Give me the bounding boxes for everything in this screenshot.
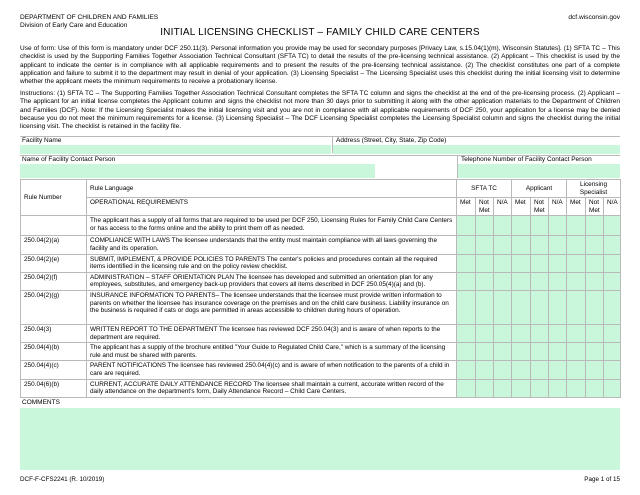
checkbox-cell[interactable] [494,216,512,236]
not-met-header: Not Met [586,198,604,216]
checkbox-cell[interactable] [586,324,604,342]
checkbox-cell[interactable] [494,236,512,254]
checkbox-cell[interactable] [586,361,604,379]
website-label: dcf.wisconsin.gov [568,14,620,21]
rule-language-cell: WRITTEN REPORT TO THE DEPARTMENT The licensee has reviewed DCF 250.04(3) and is aware of when reports to the department are required. [87,324,457,342]
met-header: Met [512,198,531,216]
checkbox-cell[interactable] [586,290,604,324]
rule-number-cell: 250.04(4)(b) [21,343,87,361]
checkbox-cell[interactable] [531,216,549,236]
checkbox-cell[interactable] [494,290,512,324]
checkbox-cell[interactable] [512,379,531,397]
checkbox-cell[interactable] [476,379,494,397]
checkbox-cell[interactable] [476,272,494,290]
checkbox-cell[interactable] [567,236,586,254]
rule-language-cell: PARENT NOTIFICATIONS The licensee has reviewed 250.04(4)(c) and is aware of when notification to the parents of a child in care are required. [87,361,457,379]
rule-number-cell: 250.04(4)(c) [21,361,87,379]
licensing-specialist-header: Licensing Specialist [567,180,621,198]
na-header: N/A [494,198,512,216]
checkbox-cell[interactable] [567,324,586,342]
address-label: Address (Street, City, State, Zip Code) [336,137,447,144]
table-header-row [21,180,621,198]
na-header: N/A [604,198,621,216]
table-row [21,254,621,272]
not-met-header: Not Met [476,198,494,216]
checkbox-cell[interactable] [494,343,512,361]
checkbox-cell[interactable] [457,361,476,379]
checkbox-cell[interactable] [531,254,549,272]
checkbox-cell[interactable] [604,216,621,236]
checkbox-cell[interactable] [476,343,494,361]
checkbox-cell[interactable] [549,324,567,342]
rule-number-cell: 250.04(2)(e) [21,254,87,272]
table-row [21,379,621,397]
checkbox-cell[interactable] [476,361,494,379]
facility-name-label: Facility Name [22,137,62,144]
met-header: Met [567,198,586,216]
checkbox-cell[interactable] [549,290,567,324]
checkbox-cell[interactable] [549,216,567,236]
checkbox-cell[interactable] [531,343,549,361]
checkbox-cell[interactable] [604,343,621,361]
form-id: DCF-F-CFS2241 (R. 10/2019) [20,476,105,483]
rule-number-cell: 250.04(2)(a) [21,236,87,254]
rule-number-cell: 250.04(6)(b) [21,379,87,397]
rule-language-cell: COMPLIANCE WITH LAWS The licensee understands that the entity must maintain compliance with all laws governing the facility and its operation. [87,236,457,254]
checkbox-cell[interactable] [567,379,586,397]
rule-language-cell: ADMINISTRATION – STAFF ORIENTATION PLAN The licensee has developed and submitted an orientation plan for any employees, substitutes, and emergency back-up providers that covers all items described in DCF 250.05(4)(a) and (b). [87,272,457,290]
contact-name-input[interactable] [20,164,375,178]
rule-number-cell: 250.04(3) [21,324,87,342]
checkbox-cell[interactable] [549,272,567,290]
rule-language-cell: The applicant has a supply of all forms that are required to be used per DCF 250, Licensing Rules for Family Child Care Centers or has access to the forms online and the ability to print them off as needed. [87,216,457,236]
checkbox-cell[interactable] [531,236,549,254]
checkbox-cell[interactable] [457,272,476,290]
comments-textarea[interactable] [20,408,620,470]
checkbox-cell[interactable] [476,254,494,272]
checkbox-cell[interactable] [476,236,494,254]
rule-language-header: Rule Language [87,180,457,198]
form-title: INITIAL LICENSING CHECKLIST – FAMILY CHILD CARE CENTERS [160,27,480,38]
checkbox-cell[interactable] [512,236,531,254]
rule-language-cell: OPERATIONAL REQUIREMENTS [87,198,457,216]
checkbox-cell[interactable] [531,272,549,290]
applicant-header: Applicant [512,180,567,198]
checkbox-cell[interactable] [512,361,531,379]
checkbox-cell[interactable] [457,216,476,236]
rule-number-cell: 250.04(2)(f) [21,272,87,290]
department-name: DEPARTMENT OF CHILDREN AND FAMILIES [20,14,159,21]
checkbox-cell[interactable] [494,324,512,342]
checkbox-cell[interactable] [604,236,621,254]
checkbox-cell[interactable] [512,290,531,324]
facility-name-input[interactable] [20,145,331,154]
checkbox-cell[interactable] [494,379,512,397]
checkbox-cell[interactable] [586,236,604,254]
address-input[interactable] [333,145,620,154]
checkbox-cell[interactable] [586,272,604,290]
checkbox-cell[interactable] [457,343,476,361]
table-row [21,361,621,379]
rule-number-cell [21,216,87,236]
checkbox-cell[interactable] [457,236,476,254]
checkbox-cell[interactable] [586,343,604,361]
checkbox-cell[interactable] [586,254,604,272]
table-row [21,272,621,290]
checkbox-cell[interactable] [531,379,549,397]
checkbox-cell[interactable] [476,216,494,236]
checkbox-cell[interactable] [549,379,567,397]
rule-number-header: Rule Number [21,180,87,216]
checkbox-cell[interactable] [567,343,586,361]
checkbox-cell[interactable] [512,272,531,290]
checkbox-cell[interactable] [531,290,549,324]
checkbox-cell[interactable] [604,324,621,342]
division-name: Division of Early Care and Education [20,22,128,29]
contact-phone-label: Telephone Number of Facility Contact Person [461,156,592,163]
checkbox-cell[interactable] [531,324,549,342]
checkbox-cell[interactable] [586,379,604,397]
rule-language-cell: The applicant has a supply of the brochure entitled "Your Guide to Regulated Child Care," which is a summary of the licensing rule and must be shared with parents. [87,343,457,361]
checkbox-cell[interactable] [604,272,621,290]
table-row [21,236,621,254]
checkbox-cell[interactable] [512,343,531,361]
checkbox-cell[interactable] [457,379,476,397]
rule-language-cell: INSURANCE INFORMATION TO PARENTS– The licensee understands that the licensee must provide written information to parents on whether the licensee has insurance coverage on the premises and on the child care business. Liability insurance on the business is required if cats or dogs are permitted in areas accessible to children during hours of operation. [87,290,457,324]
checkbox-cell[interactable] [457,324,476,342]
rule-language-cell: CURRENT, ACCURATE DAILY ATTENDANCE RECORD The licensee shall maintain a current, accurate written record of the daily attendance on the department's form, Daily Attendance Record – Child Care Centers. [87,379,457,397]
table-row [21,198,621,216]
checkbox-cell[interactable] [476,324,494,342]
checkbox-cell[interactable] [512,216,531,236]
checkbox-cell[interactable] [567,361,586,379]
checkbox-cell[interactable] [567,216,586,236]
checkbox-cell[interactable] [476,290,494,324]
checkbox-cell[interactable] [512,324,531,342]
comments-label: COMMENTS [22,399,60,406]
checkbox-cell[interactable] [549,361,567,379]
checkbox-cell[interactable] [604,290,621,324]
checkbox-cell[interactable] [531,361,549,379]
table-row [21,343,621,361]
checkbox-cell[interactable] [494,272,512,290]
checkbox-cell[interactable] [567,290,586,324]
contact-name-label: Name of Facility Contact Person [22,156,116,163]
checkbox-cell[interactable] [604,379,621,397]
rule-number-cell: 250.04(2)(g) [21,290,87,324]
checkbox-cell[interactable] [457,254,476,272]
contact-phone-input[interactable] [458,164,620,178]
checklist-table [20,179,621,398]
not-met-header: Not Met [531,198,549,216]
table-row [21,324,621,342]
checkbox-cell[interactable] [549,236,567,254]
met-header: Met [457,198,476,216]
checkbox-cell[interactable] [457,290,476,324]
use-of-form-paragraph: Use of form: Use of this form is mandatory under DCF 250.11(3). Personal information you provide may be used for secondary purposes [Privacy Law, s.15.04(1)(m), Wisconsin Statutes]. (1) SFTA TC – This checklist is used by the Supporting Families Together Association Technical Consultant (SFTA TC) to detail the results of the pre-licensing technical assistance. (2) Applicant – This checklist is used by the applicant to indicate the center is in compliance with all applicable requirements and to present the results of the pre-licensing technical assistance. (2) The checklist constitutes one part of a complete application and failure to submit it to the department may result in denial of your application. (3) Licensing Specialist – The Licensing Specialist uses this checklist during the initial licensing visit to determine whether the applicant meets the minimum requirements to receive a probationary license. [20,45,620,86]
table-row [21,216,621,236]
checkbox-cell[interactable] [494,254,512,272]
checkbox-cell[interactable] [549,254,567,272]
divider [20,136,620,137]
sfta-tc-header: SFTA TC [457,180,512,198]
page-number: Page 1 of 15 [584,476,620,483]
checkbox-cell[interactable] [586,216,604,236]
checkbox-cell[interactable] [567,254,586,272]
table-row [21,290,621,324]
checkbox-cell[interactable] [604,361,621,379]
checkbox-cell[interactable] [567,272,586,290]
checkbox-cell[interactable] [549,343,567,361]
checkbox-cell[interactable] [494,361,512,379]
checkbox-cell[interactable] [512,254,531,272]
rule-language-cell: SUBMIT, IMPLEMENT, & PROVIDE POLICIES TO PARENTS The center's policies and procedures contain all the required items identified in the licensing rule and on the policy review checklist. [87,254,457,272]
na-header: N/A [549,198,567,216]
instructions-paragraph: Instructions: (1) SFTA TC – The Supporting Families Together Association Technical Consultant completes the SFTA TC column and signs the checklist at the end of the pre-licensing process. (2) Applicant – The applicant for an initial license completes the Applicant column and signs the checklist not more than 30 days prior to submitting it along with the other application materials to the Department of Children and Families (DCF). Note: If the Licensing Specialist makes the initial licensing visit and you are not in compliance with all applicable requirements of DCF 250, your application for a license may be denied because you do not meet the minimum requirements for a license. (3) Licensing Specialist – The DCF Licensing Specialist completes the Licensing Specialist column and signs the checklist during the initial licensing visit. The checklist is retained in the facility file. [20,90,620,131]
checkbox-cell[interactable] [604,254,621,272]
